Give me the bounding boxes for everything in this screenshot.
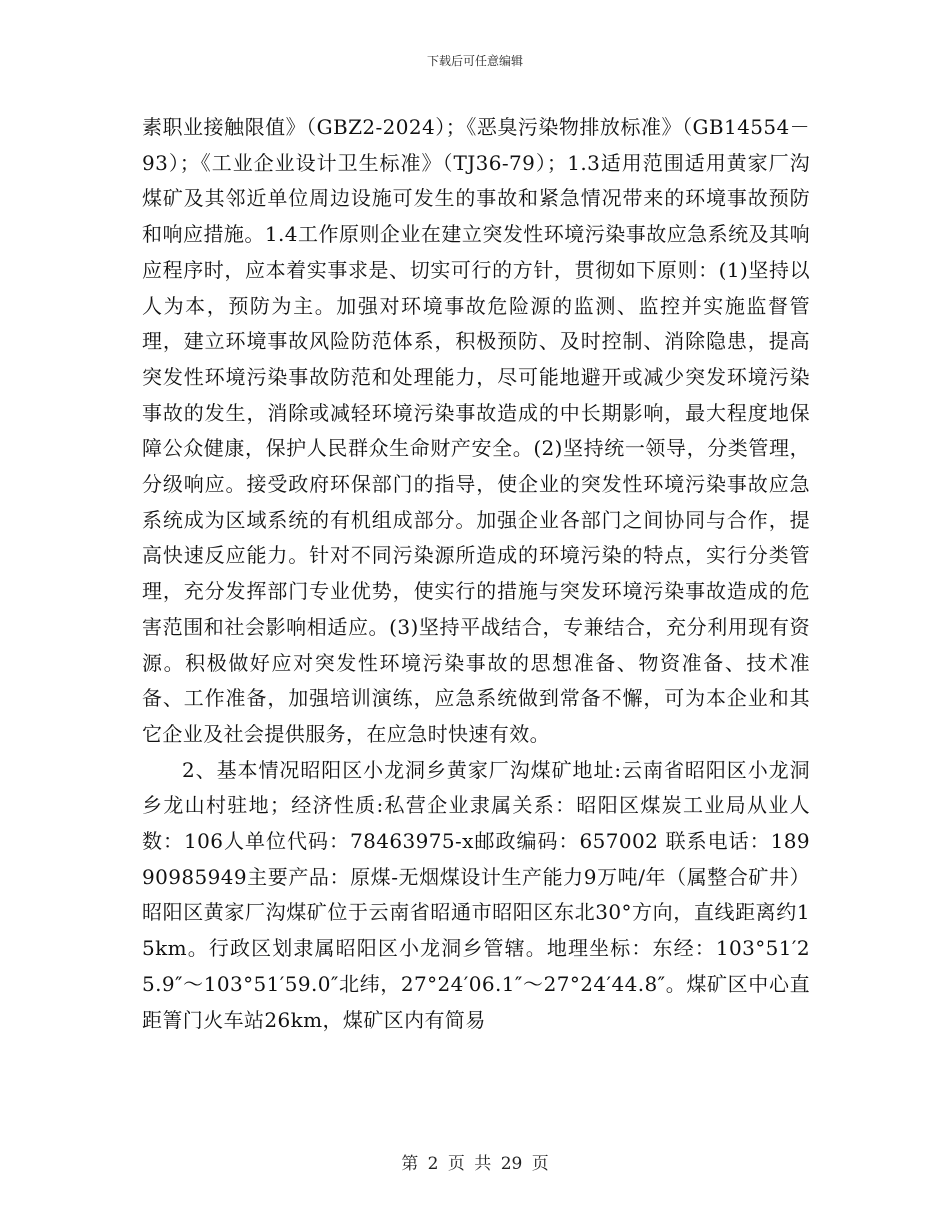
body-paragraph-1: 素职业接触限值》（GBZ2-2024）；《恶臭污染物排放标准》（GB14554－93）；《工业企业设计卫生标准》（TJ36-79）；1.3适用范围适用黄家厂沟煤矿及其邻近单位周边设施可发生的事故和紧急情况带来的环境事故预防和响应措施。1.4工作原则企业在建立突发性环境污染事故应急系统及其响应程序时，应本着实事求是、切实可行的方针，贯彻如下原则：(1)坚持以人为本，预防为主。加强对环境事故危险源的监测、监控并实施监督管理，建立环境事故风险防范体系，积极预防、及时控制、消除隐患，提高突发性环境污染事故防范和处理能力，尽可能地避开或减少突发环境污染事故的发生，消除或减轻环境污染事故造成的中长期影响，最大程度地保障公众健康，保护人民群众生命财产安全。(2)坚持统一领导，分类管理，分级响应。接受政府环保部门的指导，使企业的突发性环境污染事故应急系统成为区域系统的有机组成部分。加强企业各部门之间协同与合作，提高快速反应能力。针对不同污染源所造成的环境污染的特点，实行分类管理，充分发挥部门专业优势，使实行的措施与突发环境污染事故造成的危害范围和社会影响相适应。(3)坚持平战结合，专兼结合，充分利用现有资源。积极做好应对突发性环境污染事故的思想准备、物资准备、技术准备、工作准备，加强培训演练，应急系统做到常备不懈，可为本企业和其它企业及社会提供服务，在应急时快速有效。 [142,115,810,746]
body-paragraph-2: 2、基本情况昭阳区小龙洞乡黄家厂沟煤矿地址:云南省昭阳区小龙洞乡龙山村驻地；经济性质:私营企业隶属关系：昭阳区煤炭工业局从业人数：106人单位代码：78463975-x邮政编码：657002 联系电话：18990985949主要产品：原煤-无烟煤设计生产能力9万吨/年（属整合矿井）昭阳区黄家厂沟煤矿位于云南省昭通市昭阳区东北30°方向，直线距离约15km。行政区划隶属昭阳区小龙洞乡管辖。地理坐标：东经：103°51′25.9″～103°51′59.0″北纬，27°24′06.1″～27°24′44.8″。煤矿区中心直距箐门火车站26km，煤矿区内有简易 [142,757,810,1032]
page-header: 下载后可任意编辑 [426,54,523,68]
document-body [142,110,810,1038]
page-number-footer: 第 2 页 共 29 页 [401,1154,549,1174]
